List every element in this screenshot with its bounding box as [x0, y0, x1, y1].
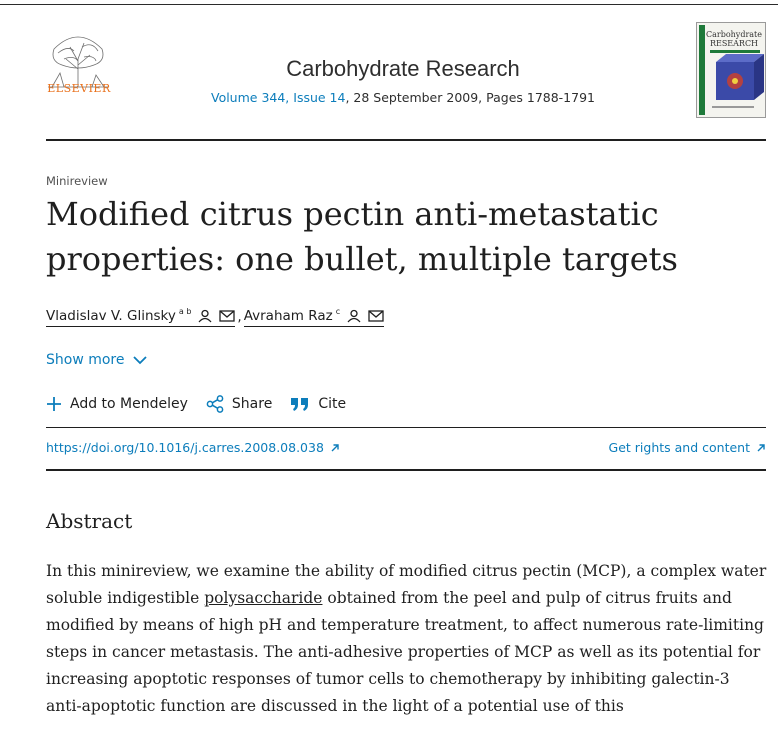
envelope-icon[interactable] — [368, 309, 384, 323]
plus-icon — [46, 396, 62, 412]
share-label: Share — [231, 396, 273, 412]
article-actions — [46, 395, 364, 413]
add-to-mendeley-button[interactable] — [46, 396, 188, 412]
add-to-mendeley-label: Add to Mendeley — [70, 396, 188, 412]
article-type: Minireview — [46, 174, 108, 188]
rights-link[interactable] — [609, 440, 766, 455]
polysaccharide-term-link[interactable]: polysaccharide — [204, 589, 323, 607]
abstract-text — [46, 558, 768, 720]
author-glinsky[interactable] — [46, 308, 235, 327]
journal-cover-image[interactable] — [696, 22, 766, 118]
volume-issue-link[interactable]: Volume 344, Issue 14 — [210, 90, 346, 105]
author-name[interactable]: Vladislav V. Glinsky — [46, 307, 176, 324]
share-button[interactable] — [206, 395, 272, 413]
abstract-text-start: In this minireview, we examine the ability of modified citrus pectin (MCP), a complex water soluble indigestible — [46, 562, 767, 607]
envelope-icon[interactable] — [219, 309, 235, 323]
chevron-down-icon — [133, 356, 147, 365]
show-more-label: Show more — [46, 352, 125, 368]
doi-link-text: https://doi.org/10.1016/j.carres.2008.08.038 — [46, 440, 324, 455]
cite-label: Cite — [318, 396, 347, 412]
issue-date-pages: , 28 September 2009, Pages 1788-1791 — [345, 90, 595, 105]
external-arrow-icon — [756, 443, 766, 453]
link-row — [46, 440, 766, 455]
external-arrow-icon — [330, 443, 340, 453]
author-raz[interactable] — [244, 308, 384, 327]
quote-icon — [290, 396, 310, 412]
person-icon[interactable] — [197, 309, 213, 323]
abstract-heading: Abstract — [46, 509, 133, 533]
abstract-text-end: obtained from the peel and pulp of citrus fruits and modified by means of high pH and temperature treatment, to affect numerous rate-limiting steps in cancer metastasis. The anti-adhesive properties of MCP as well as its potential for increasing apoptotic responses of tumor cells to chemotherapy by inhibiting galectin-3 anti-apoptotic function are discussed in the light of a potential use of this — [46, 589, 764, 715]
actions-divider — [46, 427, 766, 428]
person-icon[interactable] — [346, 309, 362, 323]
rights-link-text: Get rights and content — [608, 440, 750, 455]
show-more-button[interactable] — [46, 352, 147, 368]
author-list — [46, 306, 384, 328]
cover-title-line1: Carbohydrate — [706, 30, 762, 39]
cite-button[interactable] — [290, 396, 346, 412]
article-title: Modified citrus pectin anti-metastatic properties: one bullet, multiple targets — [46, 195, 678, 278]
author-name[interactable]: Avraham Raz — [243, 307, 333, 324]
elsevier-wordmark: ELSEVIER — [47, 82, 111, 95]
doi-link[interactable] — [46, 440, 340, 455]
journal-issue-info — [160, 90, 646, 105]
author-affiliation: c — [335, 307, 341, 316]
header-divider — [46, 139, 766, 141]
share-icon — [206, 395, 224, 413]
author-affiliation: a b — [178, 307, 192, 316]
content-divider — [46, 469, 766, 471]
journal-title-link[interactable]: Carbohydrate Research — [286, 56, 520, 81]
top-divider — [0, 4, 778, 5]
cover-title-line2: RESEARCH — [709, 39, 759, 48]
author-separator: , — [237, 309, 242, 325]
